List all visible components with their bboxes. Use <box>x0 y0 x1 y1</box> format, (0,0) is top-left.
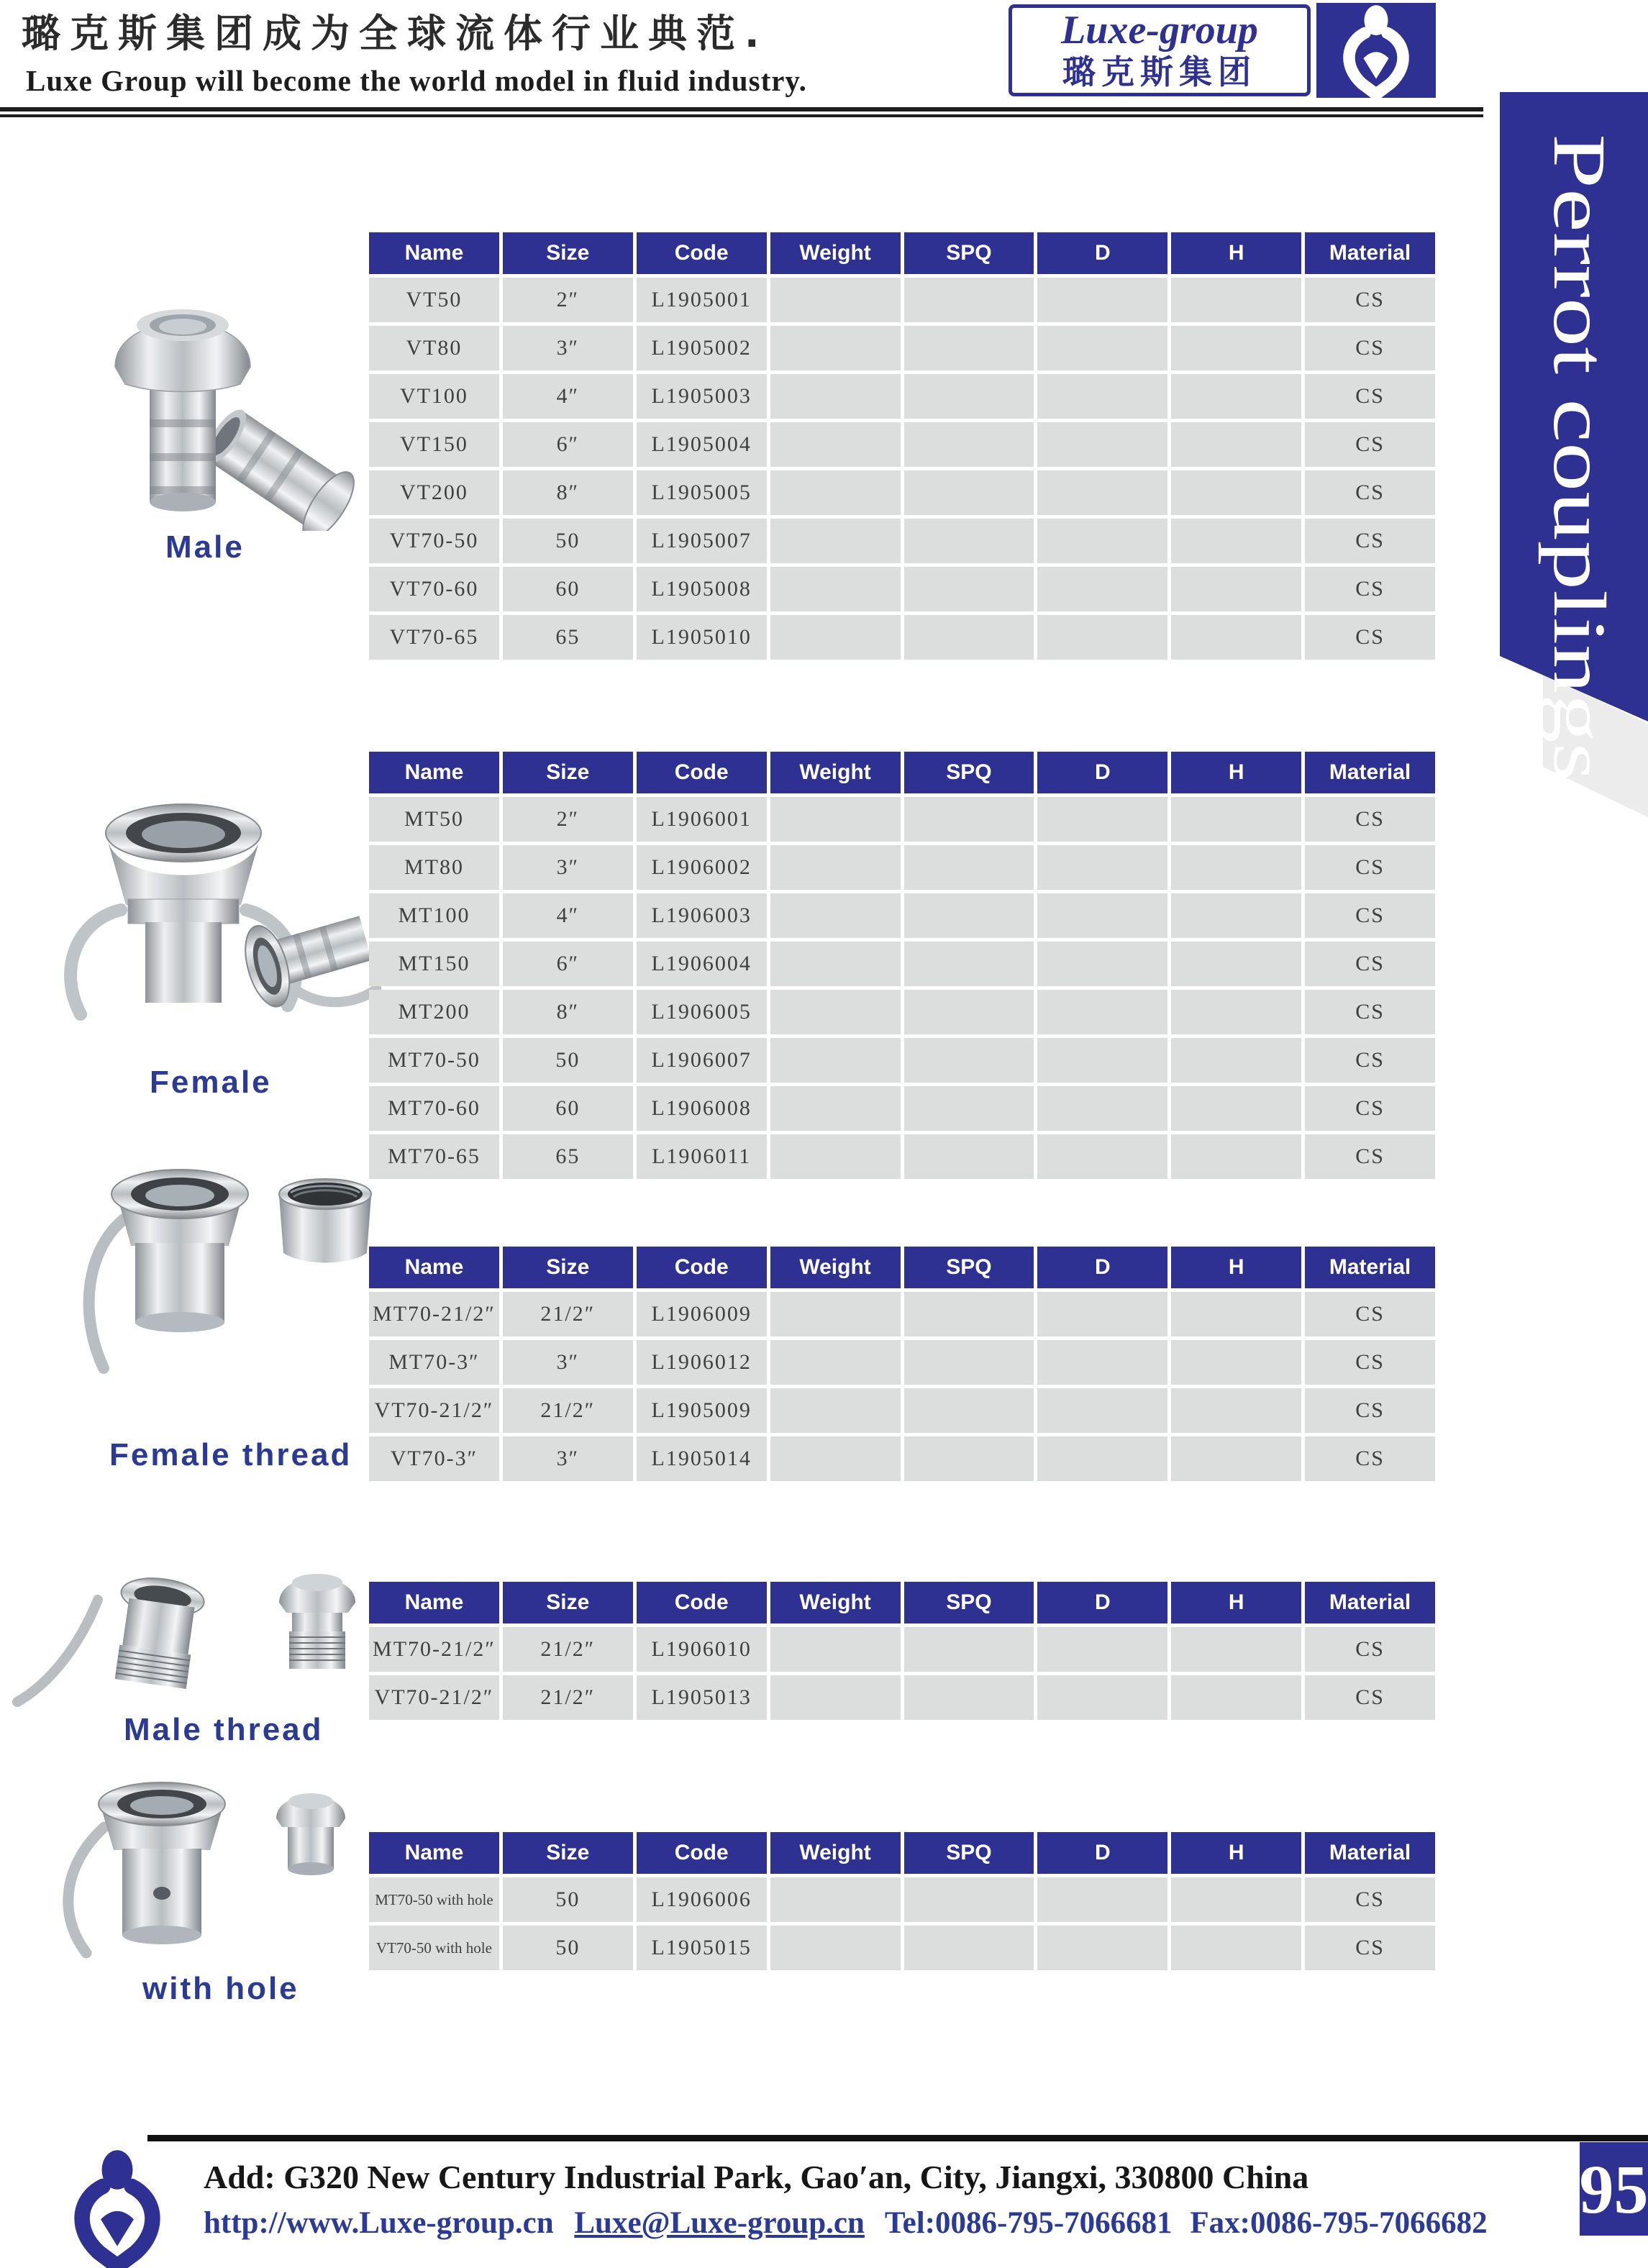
column-header: Code <box>637 232 767 274</box>
table-cell <box>770 615 901 660</box>
table-cell: 65 <box>503 615 633 660</box>
table-cell: L1905010 <box>637 615 767 660</box>
table-row <box>369 942 1435 986</box>
table-row <box>369 1926 1435 1970</box>
table-cell: CS <box>1305 1877 1435 1922</box>
table-row <box>369 374 1435 419</box>
table-cell: CS <box>1305 1134 1435 1179</box>
table-cell: CS <box>1305 1038 1435 1083</box>
table-cell <box>904 1675 1034 1720</box>
table-cell <box>1037 1292 1167 1336</box>
column-header: Material <box>1305 1247 1435 1288</box>
product-label-female-thread: Female thread <box>109 1437 352 1472</box>
table-cell <box>1037 1675 1167 1720</box>
table-cell <box>904 374 1034 419</box>
column-header: SPQ <box>904 1247 1034 1288</box>
table-cell <box>1171 1292 1301 1336</box>
table-cell <box>770 278 901 322</box>
table-cell: MT70-60 <box>369 1086 499 1131</box>
table-cell <box>904 1926 1034 1970</box>
table-cell: 60 <box>503 1086 633 1131</box>
table-cell <box>1037 1086 1167 1131</box>
table-cell <box>770 1134 901 1179</box>
table-cell <box>904 470 1034 515</box>
table-row <box>369 845 1435 890</box>
table-cell: 50 <box>503 1038 633 1083</box>
side-banner <box>1500 92 1648 819</box>
table-row <box>369 326 1435 370</box>
table-cell <box>1037 1388 1167 1433</box>
table-cell: CS <box>1305 797 1435 842</box>
page-title-chinese: 璐克斯集团成为全球流体行业典范. <box>22 11 769 56</box>
table-row <box>369 1877 1435 1922</box>
header-row <box>369 1582 1435 1623</box>
table-cell <box>1037 1627 1167 1672</box>
table-cell <box>770 470 901 515</box>
table-cell <box>1171 797 1301 842</box>
column-header: Weight <box>770 1832 901 1874</box>
table-cell <box>904 1038 1034 1083</box>
footer-logo-icon <box>63 2147 171 2268</box>
product-label-male-thread: Male thread <box>124 1712 324 1747</box>
footer-website-link[interactable]: http://www.Luxe-group.cn <box>204 2206 554 2240</box>
table-cell: 2″ <box>503 797 633 842</box>
table-cell <box>1171 1675 1301 1720</box>
column-header: Name <box>369 752 499 793</box>
table-cell <box>770 1877 901 1922</box>
table-cell <box>770 519 901 563</box>
table-cell <box>1171 990 1301 1034</box>
column-header: Material <box>1305 752 1435 793</box>
table-row <box>369 1292 1435 1336</box>
product-label-female: Female <box>150 1065 272 1100</box>
table-row <box>369 519 1435 563</box>
table-cell <box>1037 1926 1167 1970</box>
table-cell <box>1171 1134 1301 1179</box>
column-header: H <box>1171 1582 1301 1623</box>
header-rule-bottom <box>0 114 1483 117</box>
table-cell: MT70-65 <box>369 1134 499 1179</box>
table-cell <box>1037 519 1167 563</box>
table-row <box>369 1627 1435 1672</box>
table-cell: L1906011 <box>637 1134 767 1179</box>
table-cell: MT70-21/2″ <box>369 1292 499 1336</box>
table-cell: VT70-3″ <box>369 1436 499 1481</box>
table-cell: VT70-21/2″ <box>369 1675 499 1720</box>
table-cell <box>904 1086 1034 1131</box>
column-header: Weight <box>770 1247 901 1288</box>
table-cell <box>1171 1926 1301 1970</box>
table-cell <box>1037 326 1167 370</box>
table-cell <box>770 1388 901 1433</box>
table-cell: MT70-21/2″ <box>369 1627 499 1672</box>
table-cell: L1906009 <box>637 1292 767 1336</box>
table-row <box>369 1675 1435 1720</box>
column-header: D <box>1037 1247 1167 1288</box>
header-row <box>369 1832 1435 1874</box>
table-cell: L1906006 <box>637 1877 767 1922</box>
table-cell <box>904 1340 1034 1385</box>
table-cell: L1905009 <box>637 1388 767 1433</box>
table-cell: CS <box>1305 1926 1435 1970</box>
table-cell <box>1037 845 1167 890</box>
table-cell <box>1171 1627 1301 1672</box>
table-cell <box>770 422 901 467</box>
column-header: Size <box>503 752 633 793</box>
table-cell <box>1037 1340 1167 1385</box>
table-cell: CS <box>1305 845 1435 890</box>
table-cell: L1906002 <box>637 845 767 890</box>
table-cell: L1906010 <box>637 1627 767 1672</box>
table-cell: CS <box>1305 470 1435 515</box>
table-cell: 3″ <box>503 1436 633 1481</box>
table-cell: 6″ <box>503 942 633 986</box>
table-cell: CS <box>1305 990 1435 1034</box>
table-cell: CS <box>1305 1340 1435 1385</box>
table-cell <box>904 845 1034 890</box>
table-cell: 21/2″ <box>503 1292 633 1336</box>
table-cell <box>1171 1877 1301 1922</box>
column-header: D <box>1037 1582 1167 1623</box>
table-cell: CS <box>1305 374 1435 419</box>
column-header: Code <box>637 752 767 793</box>
table-cell: MT70-50 with hole <box>369 1877 499 1922</box>
column-header: D <box>1037 232 1167 274</box>
table-cell <box>1037 797 1167 842</box>
with-hole-product-image <box>36 1770 396 1971</box>
table-row <box>369 567 1435 611</box>
column-header: Weight <box>770 1582 901 1623</box>
table-cell <box>1171 470 1301 515</box>
table-cell: 8″ <box>503 470 633 515</box>
table-cell: VT80 <box>369 326 499 370</box>
table-cell: VT150 <box>369 422 499 467</box>
table-cell <box>1171 1436 1301 1481</box>
table-cell <box>1171 615 1301 660</box>
male-product-image <box>65 272 403 531</box>
table-cell <box>1037 1436 1167 1481</box>
footer-address: Add: G320 New Century Industrial Park, Gao′an, City, Jiangxi, 330800 China <box>204 2159 1309 2195</box>
table-cell: L1906003 <box>637 893 767 938</box>
table-cell: L1906007 <box>637 1038 767 1083</box>
company-logo <box>1009 4 1311 96</box>
table-cell <box>1171 893 1301 938</box>
table-cell <box>770 1436 901 1481</box>
table-cell: CS <box>1305 519 1435 563</box>
table-cell <box>1037 942 1167 986</box>
header-row <box>369 1247 1435 1288</box>
spec-table-female <box>365 748 1439 1183</box>
table-cell <box>1037 1038 1167 1083</box>
table-cell: L1905004 <box>637 422 767 467</box>
table-row <box>369 893 1435 938</box>
table-cell <box>1037 990 1167 1034</box>
table-row <box>369 1436 1435 1481</box>
table-cell: CS <box>1305 615 1435 660</box>
table-cell: 50 <box>503 1926 633 1970</box>
table-cell: CS <box>1305 1388 1435 1433</box>
table-cell: L1906008 <box>637 1086 767 1131</box>
table-cell <box>1037 615 1167 660</box>
table-cell <box>770 1926 901 1970</box>
column-header: Size <box>503 232 633 274</box>
table-cell <box>904 1134 1034 1179</box>
footer-tel: Tel:0086-795-7066681 <box>884 2206 1173 2240</box>
table-cell <box>1037 374 1167 419</box>
column-header: Code <box>637 1582 767 1623</box>
table-cell: L1905015 <box>637 1926 767 1970</box>
table-cell <box>770 990 901 1034</box>
table-cell <box>1037 893 1167 938</box>
column-header: Weight <box>770 752 901 793</box>
table-cell: L1905014 <box>637 1436 767 1481</box>
table-cell: 3″ <box>503 845 633 890</box>
spec-table-female-thread <box>365 1243 1439 1485</box>
luxe-logo-icon <box>1316 3 1436 98</box>
table-cell <box>904 422 1034 467</box>
table-cell: MT50 <box>369 797 499 842</box>
table-cell: L1905005 <box>637 470 767 515</box>
table-cell: CS <box>1305 278 1435 322</box>
table-cell <box>770 1086 901 1131</box>
table-row <box>369 1340 1435 1385</box>
table-row <box>369 1038 1435 1083</box>
table-cell: 4″ <box>503 893 633 938</box>
table-cell: L1905003 <box>637 374 767 419</box>
table-cell <box>1171 942 1301 986</box>
table-cell: 21/2″ <box>503 1388 633 1433</box>
table-cell <box>1171 1340 1301 1385</box>
table-row <box>369 615 1435 660</box>
male-thread-product-image <box>7 1559 396 1714</box>
table-cell: VT50 <box>369 278 499 322</box>
table-cell <box>904 326 1034 370</box>
table-cell <box>1171 1086 1301 1131</box>
table-cell: CS <box>1305 1627 1435 1672</box>
table-cell: CS <box>1305 1292 1435 1336</box>
table-cell <box>1037 1134 1167 1179</box>
product-label-male: Male <box>165 529 245 565</box>
spec-table-with-hole <box>365 1828 1439 1974</box>
table-cell <box>770 374 901 419</box>
footer-contact <box>204 2205 1488 2241</box>
table-cell <box>904 893 1034 938</box>
table-cell: L1906001 <box>637 797 767 842</box>
column-header: D <box>1037 752 1167 793</box>
female-product-image <box>36 777 381 1065</box>
table-cell: VT70-50 with hole <box>369 1926 499 1970</box>
table-cell: CS <box>1305 893 1435 938</box>
table-row <box>369 278 1435 322</box>
table-cell: MT150 <box>369 942 499 986</box>
table-cell <box>770 1675 901 1720</box>
table-cell: VT70-21/2″ <box>369 1388 499 1433</box>
table-cell: 8″ <box>503 990 633 1034</box>
column-header: Material <box>1305 1582 1435 1623</box>
table-cell <box>1037 1877 1167 1922</box>
footer-email-link[interactable]: Luxe@Luxe-group.cn <box>574 2206 865 2240</box>
table-cell: CS <box>1305 422 1435 467</box>
table-cell <box>904 797 1034 842</box>
table-cell: L1905013 <box>637 1675 767 1720</box>
table-cell <box>904 1627 1034 1672</box>
table-cell <box>904 519 1034 563</box>
column-header: Name <box>369 232 499 274</box>
table-cell <box>904 1388 1034 1433</box>
table-cell: CS <box>1305 326 1435 370</box>
table-cell <box>904 615 1034 660</box>
logo-text-en: Luxe-group <box>1061 8 1258 53</box>
side-banner-title: Perrot couplings <box>1538 134 1621 627</box>
table-cell: 3″ <box>503 326 633 370</box>
table-cell: VT70-65 <box>369 615 499 660</box>
table-cell: L1906012 <box>637 1340 767 1385</box>
table-cell: VT200 <box>369 470 499 515</box>
table-cell <box>1171 567 1301 611</box>
table-cell: 2″ <box>503 278 633 322</box>
table-cell <box>1037 278 1167 322</box>
column-header: Material <box>1305 1832 1435 1874</box>
table-cell <box>770 845 901 890</box>
footer-rule <box>147 2135 1648 2141</box>
table-cell <box>770 567 901 611</box>
table-cell: MT70-3″ <box>369 1340 499 1385</box>
table-cell <box>904 990 1034 1034</box>
column-header: Code <box>637 1247 767 1288</box>
table-row <box>369 422 1435 467</box>
table-cell: L1905007 <box>637 519 767 563</box>
table-cell <box>1171 845 1301 890</box>
table-cell: L1905002 <box>637 326 767 370</box>
page-number-badge <box>1580 2142 1648 2236</box>
header-row <box>369 752 1435 793</box>
table-cell <box>1171 278 1301 322</box>
table-cell <box>904 1436 1034 1481</box>
column-header: SPQ <box>904 1582 1034 1623</box>
table-cell: 50 <box>503 1877 633 1922</box>
table-cell: CS <box>1305 942 1435 986</box>
table-cell <box>904 1292 1034 1336</box>
column-header: Name <box>369 1832 499 1874</box>
column-header: SPQ <box>904 1832 1034 1874</box>
table-cell: 50 <box>503 519 633 563</box>
table-cell <box>770 1292 901 1336</box>
logo-text-cn: 璐克斯集团 <box>1062 53 1257 91</box>
table-cell <box>770 1627 901 1672</box>
table-cell <box>1171 326 1301 370</box>
table-cell: L1906004 <box>637 942 767 986</box>
footer-fax: Fax:0086-795-7066682 <box>1190 2206 1488 2240</box>
table-cell: 6″ <box>503 422 633 467</box>
table-cell: 3″ <box>503 1340 633 1385</box>
table-cell: MT100 <box>369 893 499 938</box>
table-cell: CS <box>1305 1675 1435 1720</box>
table-cell: 21/2″ <box>503 1627 633 1672</box>
table-cell <box>1171 1038 1301 1083</box>
table-cell: MT70-50 <box>369 1038 499 1083</box>
page-number: 95 <box>1579 2150 1648 2228</box>
table-row <box>369 1086 1435 1131</box>
table-cell: MT80 <box>369 845 499 890</box>
header-row <box>369 232 1435 274</box>
page-subtitle-english: Luxe Group will become the world model in fluid industry. <box>26 64 807 97</box>
table-row <box>369 797 1435 842</box>
table-cell: CS <box>1305 1086 1435 1131</box>
table-cell <box>1171 519 1301 563</box>
table-cell: L1906005 <box>637 990 767 1034</box>
table-cell: VT70-60 <box>369 567 499 611</box>
column-header: D <box>1037 1832 1167 1874</box>
table-cell <box>770 326 901 370</box>
table-cell <box>770 1340 901 1385</box>
product-label-with-hole: with hole <box>142 1971 299 2006</box>
table-row <box>369 1388 1435 1433</box>
table-cell: VT100 <box>369 374 499 419</box>
column-header: Name <box>369 1247 499 1288</box>
column-header: H <box>1171 232 1301 274</box>
column-header: Size <box>503 1832 633 1874</box>
table-cell <box>1171 1388 1301 1433</box>
table-cell <box>1037 422 1167 467</box>
table-cell: CS <box>1305 1436 1435 1481</box>
table-cell: 21/2″ <box>503 1675 633 1720</box>
table-cell <box>904 942 1034 986</box>
table-cell <box>770 942 901 986</box>
table-cell <box>770 797 901 842</box>
table-cell <box>904 1877 1034 1922</box>
column-header: Size <box>503 1582 633 1623</box>
table-cell: 65 <box>503 1134 633 1179</box>
column-header: Code <box>637 1832 767 1874</box>
column-header: Name <box>369 1582 499 1623</box>
spec-table-male-thread <box>365 1578 1439 1723</box>
table-row <box>369 1134 1435 1179</box>
table-cell: VT70-50 <box>369 519 499 563</box>
header-rule-top <box>0 107 1483 111</box>
table-cell <box>1171 422 1301 467</box>
table-cell: L1905008 <box>637 567 767 611</box>
table-cell: MT200 <box>369 990 499 1034</box>
table-cell <box>904 278 1034 322</box>
table-cell: 4″ <box>503 374 633 419</box>
column-header: Size <box>503 1247 633 1288</box>
table-cell: CS <box>1305 567 1435 611</box>
table-cell <box>770 893 901 938</box>
table-row <box>369 990 1435 1034</box>
column-header: SPQ <box>904 752 1034 793</box>
female-thread-product-image <box>43 1151 403 1431</box>
column-header: H <box>1171 1832 1301 1874</box>
column-header: SPQ <box>904 232 1034 274</box>
column-header: Material <box>1305 232 1435 274</box>
column-header: H <box>1171 1247 1301 1288</box>
spec-table-male <box>365 229 1439 663</box>
table-cell <box>1171 374 1301 419</box>
table-cell <box>904 567 1034 611</box>
table-cell <box>1037 567 1167 611</box>
table-cell: 60 <box>503 567 633 611</box>
table-cell <box>770 1038 901 1083</box>
column-header: Weight <box>770 232 901 274</box>
column-header: H <box>1171 752 1301 793</box>
table-row <box>369 470 1435 515</box>
table-cell <box>1037 470 1167 515</box>
table-cell: L1905001 <box>637 278 767 322</box>
